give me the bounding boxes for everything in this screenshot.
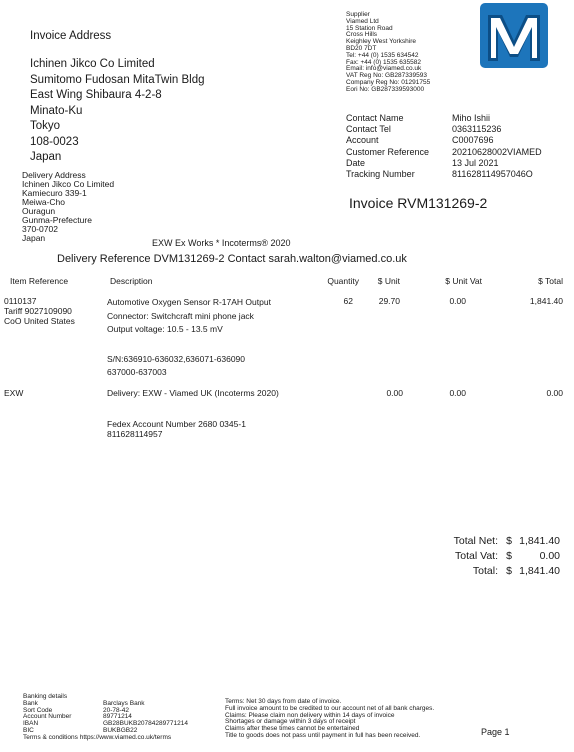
incoterms-line: EXW Ex Works * Incoterms® 2020 [152,238,291,248]
item-reference: EXW [4,388,24,398]
description-line: 637000-637003 [107,367,167,377]
item-description [107,388,279,440]
description-line [107,337,271,353]
payment-terms [225,699,434,740]
contact-value: 13 Jul 2021 [452,157,499,168]
totals [408,534,560,579]
supplier-line: Eori No: GB287339593000 [346,85,425,93]
header-total: $ Total [538,276,563,286]
invoice-address-line: Japan [30,151,62,163]
currency-symbol: $ [506,550,512,562]
delivery-address-line: Meiwa-Cho [22,197,65,207]
delivery-address-line: Ouragun [22,206,56,216]
viamed-logo-icon [480,3,548,68]
terms-line: Claims after these times cannot be entertained [225,725,360,733]
supplier-line: VAT Reg No: GB287339593 [346,72,427,80]
invoice-address-title: Invoice Address [30,30,112,42]
page-number: Page 1 [481,727,510,737]
total-vat-label: Total Vat: [455,550,498,562]
banking-label: IBAN [23,720,39,728]
banking-value: GB28BUKB20784289771214 [103,720,188,728]
supplier-line: BD20 7DT [346,44,377,52]
delivery-address-line: Japan [22,233,46,243]
supplier-line: Viamed Ltd [346,17,379,25]
item-total: 1,841.40 [529,296,563,306]
contact-label: Tracking Number [346,169,415,180]
description-line: Connector: Switchcraft mini phone jack [107,310,254,321]
header-unit-vat: $ Unit Vat [445,276,482,286]
terms-line: Terms: Net 30 days from date of invoice. [225,698,342,705]
supplier-line: 15 Station Road [346,24,393,32]
banking-label: Bank [23,699,38,707]
banking-value: 89771214 [103,713,132,721]
supplier-details [346,12,430,94]
banking-title: Banking details [23,693,68,700]
contact-row [346,124,542,135]
invoice-address-line: Minato-Ku [30,104,83,117]
contact-label: Customer Reference [346,146,430,157]
delivery-address-line: Delivery Address [22,170,86,180]
contact-label: Contact Tel [346,124,391,135]
header-unit: $ Unit [377,276,400,286]
contact-row [346,113,542,124]
item-reference-line: CoO United States [4,316,75,326]
item-unit-vat: 0.00 [449,296,466,306]
banking-value: 20-78-42 [103,706,130,714]
total-row [408,564,560,579]
delivery-address-line: Ichinen Jikco Co Limited [22,179,115,189]
total-net-value: 1,841.40 [519,535,560,547]
description-line: Output voltage: 10.5 - 13.5 mV [107,324,223,334]
delivery-address-line: Gunma-Prefecture [22,215,92,225]
supplier-line: Fax: +44 (0) 1535 635582 [346,58,421,66]
invoice-address [30,57,205,166]
total-label: Total: [472,565,498,577]
currency-symbol: $ [506,535,512,547]
contact-label: Contact Name [346,113,404,123]
item-unit-price: 0.00 [386,388,403,398]
item-description [107,296,271,380]
contact-label: Account [346,135,379,146]
total-value: 1,841.40 [519,565,560,577]
currency-symbol: $ [506,565,512,577]
supplier-line: Cross Hills [346,31,378,39]
terms-line: Shortages or damage within 3 days of receipt [225,718,356,726]
supplier-line: Email: info@viamed.co.uk [346,65,422,73]
description-line: 811628114957 [107,429,163,439]
item-reference [4,296,75,326]
contact-details [346,113,542,180]
terms-line: Title to goods does not pass until payment in full has been received. [225,731,421,739]
item-quantity: 62 [343,296,353,306]
contact-value: 811628114957046O [452,169,533,180]
item-reference-line: Tariff 9027109090 [4,306,72,316]
terms-link[interactable]: Terms & conditions https://www.viamed.co.uk/terms [23,733,172,741]
delivery-address-line: Kamiecuro 339-1 [22,188,87,198]
contact-value: Miho Ishii [452,113,491,123]
invoice-address-line: 108-0023 [30,135,79,148]
supplier-line: Company Reg No: 01291755 [346,78,431,86]
contact-value: 20210628002VIAMED [452,146,542,157]
description-line [107,399,279,409]
banking-label: BIC [23,726,34,734]
invoice-address-line: Tokyo [30,120,61,132]
description-line [107,409,279,419]
banking-label: Sort Code [23,706,53,714]
contact-value: C0007696 [452,135,494,146]
delivery-address-line: 370-0702 [22,224,58,234]
item-reference-line: 0110137 [4,296,37,306]
terms-line: Claims: Please claim non delivery within 14 days of invoice [225,711,395,719]
invoice-address-line: Ichinen Jikco Co Limited [30,58,155,70]
header-description: Description [110,276,153,286]
total-vat-row [408,549,560,564]
contact-label: Date [346,157,366,168]
total-net-row [408,534,560,549]
banking-label: Account Number [23,713,72,721]
terms-line: Full invoice amount to be credited to our account net of all bank charges. [225,704,435,712]
description-line: Automotive Oxygen Sensor R-17AH Output [107,297,271,307]
invoice-address-line: Sumitomo Fudosan MitaTwin Bldg [30,73,205,86]
contact-row [346,147,542,158]
total-net-label: Total Net: [453,535,498,547]
invoice-title: Invoice RVM131269-2 [349,195,488,211]
contact-row [346,158,542,169]
invoice-address-line: East Wing Shibaura 4-2-8 [30,89,162,101]
total-vat-value: 0.00 [539,550,560,562]
description-line: Fedex Account Number 2680 0345-1 [107,418,246,429]
supplier-line: Keighley West Yorkshire [346,38,416,46]
delivery-address [22,171,114,243]
item-unit-vat: 0.00 [449,388,466,398]
description-line: S/N:636910-636032,636071-636090 [107,353,246,364]
supplier-line: Tel: +44 (0) 1535 634542 [346,51,419,59]
supplier-line: Supplier [346,11,370,18]
contact-row [346,169,542,180]
delivery-reference: Delivery Reference DVM131269-2 Contact sarah.walton@viamed.co.uk [57,253,407,265]
item-total: 0.00 [546,388,563,398]
contact-value: 0363115236 [452,124,502,135]
banking-value: Barclays Bank [103,699,145,707]
item-unit-price: 29.70 [378,296,400,306]
header-item-reference: Item Reference [10,276,69,286]
banking-value: BUKBGB22 [103,726,138,734]
contact-row [346,135,542,146]
header-quantity: Quantity [327,276,359,286]
description-line: Delivery: EXW - Viamed UK (Incoterms 2020) [107,388,279,398]
banking-details [23,694,188,742]
